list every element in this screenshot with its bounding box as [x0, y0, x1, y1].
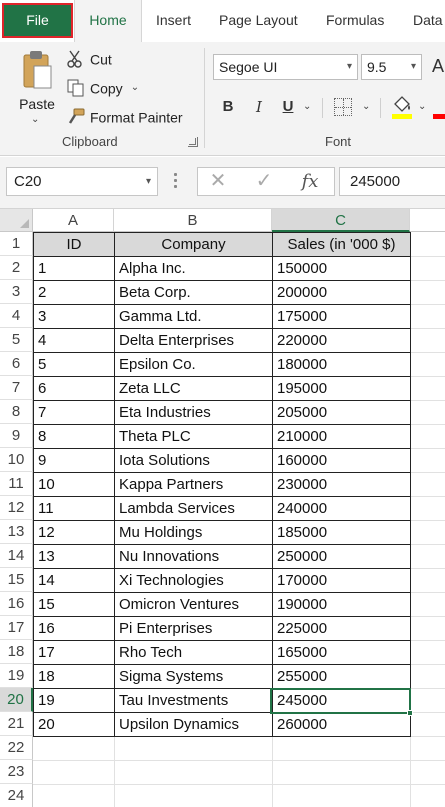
row-header[interactable]: 16: [0, 592, 33, 616]
tab-insert[interactable]: Insert: [156, 12, 192, 28]
row-header[interactable]: 23: [0, 760, 33, 784]
table-row: [34, 689, 411, 713]
clipboard-group-label: Clipboard: [62, 134, 118, 149]
cell-id[interactable]: 17: [34, 641, 115, 665]
fill-color-icon[interactable]: [391, 94, 413, 120]
header-cell-company[interactable]: Company: [115, 233, 273, 257]
chevron-down-icon[interactable]: ⌄: [418, 101, 427, 112]
font-size-value: 9.5: [367, 59, 387, 75]
chevron-down-icon: ▾: [346, 61, 352, 72]
cell-id[interactable]: 14: [34, 569, 115, 593]
row-header[interactable]: 14: [0, 544, 33, 568]
dialog-launcher-icon[interactable]: [188, 137, 198, 147]
font-color-icon[interactable]: [433, 94, 445, 120]
table-row: [34, 593, 411, 617]
gridline: [33, 784, 445, 785]
worksheet-grid[interactable]: [0, 209, 445, 807]
table-row: [34, 713, 411, 737]
row-header[interactable]: 2: [0, 256, 33, 280]
cell-company[interactable]: Tau Investments: [115, 689, 273, 713]
paste-button[interactable]: [14, 48, 60, 128]
divider: [322, 98, 323, 118]
paintbrush-icon: [66, 107, 86, 127]
cell-company[interactable]: Pi Enterprises: [115, 617, 273, 641]
chevron-down-icon[interactable]: ▾: [145, 176, 151, 187]
table-row: [34, 401, 411, 425]
chevron-down-icon[interactable]: ⌄: [362, 101, 371, 112]
cell-company[interactable]: Alpha Inc.: [115, 257, 273, 281]
select-all-button[interactable]: [0, 209, 33, 232]
row-header[interactable]: 8: [0, 400, 33, 424]
cell-sales[interactable]: 180000: [273, 353, 411, 377]
underline-button[interactable]: U: [282, 98, 294, 115]
column-header-a[interactable]: A: [33, 209, 114, 232]
cell-company[interactable]: Sigma Systems: [115, 665, 273, 689]
row-header[interactable]: 3: [0, 280, 33, 304]
table-header-row: [34, 233, 411, 257]
cell-sales[interactable]: 210000: [273, 425, 411, 449]
cell-sales[interactable]: 255000: [273, 665, 411, 689]
cell-id[interactable]: 12: [34, 521, 115, 545]
cell-sales[interactable]: 165000: [273, 641, 411, 665]
cell-company[interactable]: Mu Holdings: [115, 521, 273, 545]
format-painter-label: Format Painter: [90, 109, 183, 126]
font-size-dropdown[interactable]: [361, 54, 422, 80]
drag-handle-icon[interactable]: [174, 173, 178, 189]
cell-company[interactable]: Upsilon Dynamics: [115, 713, 273, 737]
cell-company[interactable]: Rho Tech: [115, 641, 273, 665]
ribbon-tab-bar: [0, 0, 445, 42]
bold-button[interactable]: B: [222, 98, 234, 115]
cell-sales[interactable]: 240000: [273, 497, 411, 521]
cell-sales[interactable]: 190000: [273, 593, 411, 617]
cell-sales[interactable]: 200000: [273, 281, 411, 305]
row-header[interactable]: 15: [0, 568, 33, 592]
table-row: [34, 569, 411, 593]
cell-id[interactable]: 18: [34, 665, 115, 689]
tab-file[interactable]: File: [2, 3, 73, 38]
chevron-down-icon[interactable]: ⌄: [31, 114, 40, 125]
row-header[interactable]: 7: [0, 376, 33, 400]
cell-company[interactable]: Delta Enterprises: [115, 329, 273, 353]
cut-button[interactable]: [66, 47, 112, 69]
cell-company[interactable]: Epsilon Co.: [115, 353, 273, 377]
increase-font-size-button[interactable]: A: [432, 56, 445, 76]
table-row: [34, 329, 411, 353]
row-header[interactable]: 6: [0, 352, 33, 376]
tab-home[interactable]: Home: [74, 0, 142, 42]
cell-sales[interactable]: 175000: [273, 305, 411, 329]
row-header[interactable]: 18: [0, 640, 33, 664]
row-header[interactable]: 21: [0, 712, 33, 736]
table-row: [34, 497, 411, 521]
row-header[interactable]: 17: [0, 616, 33, 640]
scissors-icon: [66, 49, 86, 69]
cell-id[interactable]: 1: [34, 257, 115, 281]
cell-sales[interactable]: 260000: [273, 713, 411, 737]
cancel-icon[interactable]: ✕: [209, 170, 227, 192]
chevron-down-icon: ▾: [410, 61, 416, 72]
tab-data[interactable]: Data: [413, 12, 443, 28]
cell-company[interactable]: Nu Innovations: [115, 545, 273, 569]
gridline: [33, 760, 445, 761]
cell-sales[interactable]: 195000: [273, 377, 411, 401]
table-row: [34, 617, 411, 641]
copy-label: Copy: [90, 80, 123, 97]
cell-id[interactable]: 8: [34, 425, 115, 449]
cell-sales[interactable]: 205000: [273, 401, 411, 425]
cell-id[interactable]: 6: [34, 377, 115, 401]
row-header[interactable]: 19: [0, 664, 33, 688]
chevron-down-icon[interactable]: ⌄: [303, 101, 312, 112]
table-row: [34, 449, 411, 473]
table-row: [34, 305, 411, 329]
row-header[interactable]: 13: [0, 520, 33, 544]
row-header[interactable]: 12: [0, 496, 33, 520]
cell-id[interactable]: 20: [34, 713, 115, 737]
cell-sales[interactable]: 250000: [273, 545, 411, 569]
cell-id[interactable]: 3: [34, 305, 115, 329]
table-row: [34, 545, 411, 569]
cell-company[interactable]: Kappa Partners: [115, 473, 273, 497]
cell-company[interactable]: Eta Industries: [115, 401, 273, 425]
cell-id[interactable]: 10: [34, 473, 115, 497]
row-header[interactable]: 5: [0, 328, 33, 352]
copy-icon: [66, 78, 86, 98]
name-box[interactable]: [6, 167, 158, 196]
format-painter-button[interactable]: [66, 105, 183, 127]
cell-company[interactable]: Iota Solutions: [115, 449, 273, 473]
formula-input[interactable]: 245000: [339, 167, 445, 196]
cell-sales[interactable]: 245000: [273, 689, 411, 713]
cell-id[interactable]: 4: [34, 329, 115, 353]
font-group-label: Font: [325, 134, 352, 149]
row-header[interactable]: 22: [0, 736, 33, 760]
cell-sales[interactable]: 220000: [273, 329, 411, 353]
cell-id[interactable]: 9: [34, 449, 115, 473]
check-icon[interactable]: ✓: [255, 170, 273, 192]
table-row: [34, 281, 411, 305]
tab-formulas[interactable]: Formulas: [326, 12, 385, 28]
cell-sales[interactable]: 225000: [273, 617, 411, 641]
group-divider: [204, 48, 205, 148]
cell-company[interactable]: Xi Technologies: [115, 569, 273, 593]
header-cell-id[interactable]: ID: [34, 233, 115, 257]
cell-id[interactable]: 7: [34, 401, 115, 425]
header-cell-sales[interactable]: Sales (in '000 $): [273, 233, 411, 257]
cell-id[interactable]: 5: [34, 353, 115, 377]
clipboard-icon: [22, 50, 52, 90]
row-header[interactable]: 1: [0, 232, 33, 256]
font-name-dropdown[interactable]: [213, 54, 358, 80]
table-row: [34, 473, 411, 497]
cell-company[interactable]: Omicron Ventures: [115, 593, 273, 617]
copy-button[interactable]: [66, 76, 139, 98]
fill-handle[interactable]: [407, 710, 413, 716]
insert-function-button[interactable]: fx: [301, 171, 319, 192]
row-header[interactable]: 9: [0, 424, 33, 448]
column-header-d[interactable]: [410, 209, 445, 232]
table-row: [34, 641, 411, 665]
row-header[interactable]: 20: [0, 688, 33, 712]
row-header[interactable]: 4: [0, 304, 33, 328]
paste-label: Paste: [19, 96, 55, 112]
borders-icon[interactable]: [334, 98, 352, 116]
row-header[interactable]: 11: [0, 472, 33, 496]
cell-id[interactable]: 15: [34, 593, 115, 617]
cell-sales[interactable]: 185000: [273, 521, 411, 545]
column-header-b[interactable]: B: [114, 209, 272, 232]
table-row: [34, 425, 411, 449]
row-header[interactable]: 10: [0, 448, 33, 472]
cell-company[interactable]: Lambda Services: [115, 497, 273, 521]
formula-bar: [0, 157, 445, 209]
table-row: [34, 377, 411, 401]
cell-id[interactable]: 13: [34, 545, 115, 569]
cell-id[interactable]: 16: [34, 617, 115, 641]
font-name-value: Segoe UI: [219, 59, 278, 75]
table-row: [34, 257, 411, 281]
cell-sales[interactable]: 160000: [273, 449, 411, 473]
data-table: [33, 232, 411, 737]
cut-label: Cut: [90, 51, 112, 68]
cell-id[interactable]: 2: [34, 281, 115, 305]
cell-id[interactable]: 11: [34, 497, 115, 521]
ribbon-home: [0, 42, 445, 156]
divider: [380, 98, 381, 118]
column-header-c[interactable]: C: [272, 209, 410, 232]
italic-button[interactable]: I: [256, 98, 262, 116]
chevron-down-icon[interactable]: ⌄: [130, 82, 140, 94]
table-row: [34, 521, 411, 545]
cell-company[interactable]: Gamma Ltd.: [115, 305, 273, 329]
table-row: [34, 665, 411, 689]
table-row: [34, 353, 411, 377]
row-header[interactable]: 24: [0, 784, 33, 807]
cell-id[interactable]: 19: [34, 689, 115, 713]
cell-company[interactable]: Beta Corp.: [115, 281, 273, 305]
cell-company[interactable]: Theta PLC: [115, 425, 273, 449]
tab-page-layout[interactable]: Page Layout: [219, 12, 298, 28]
cell-sales[interactable]: 170000: [273, 569, 411, 593]
cell-company[interactable]: Zeta LLC: [115, 377, 273, 401]
name-box-value: C20: [14, 173, 42, 190]
cell-sales[interactable]: 150000: [273, 257, 411, 281]
cell-sales[interactable]: 230000: [273, 473, 411, 497]
